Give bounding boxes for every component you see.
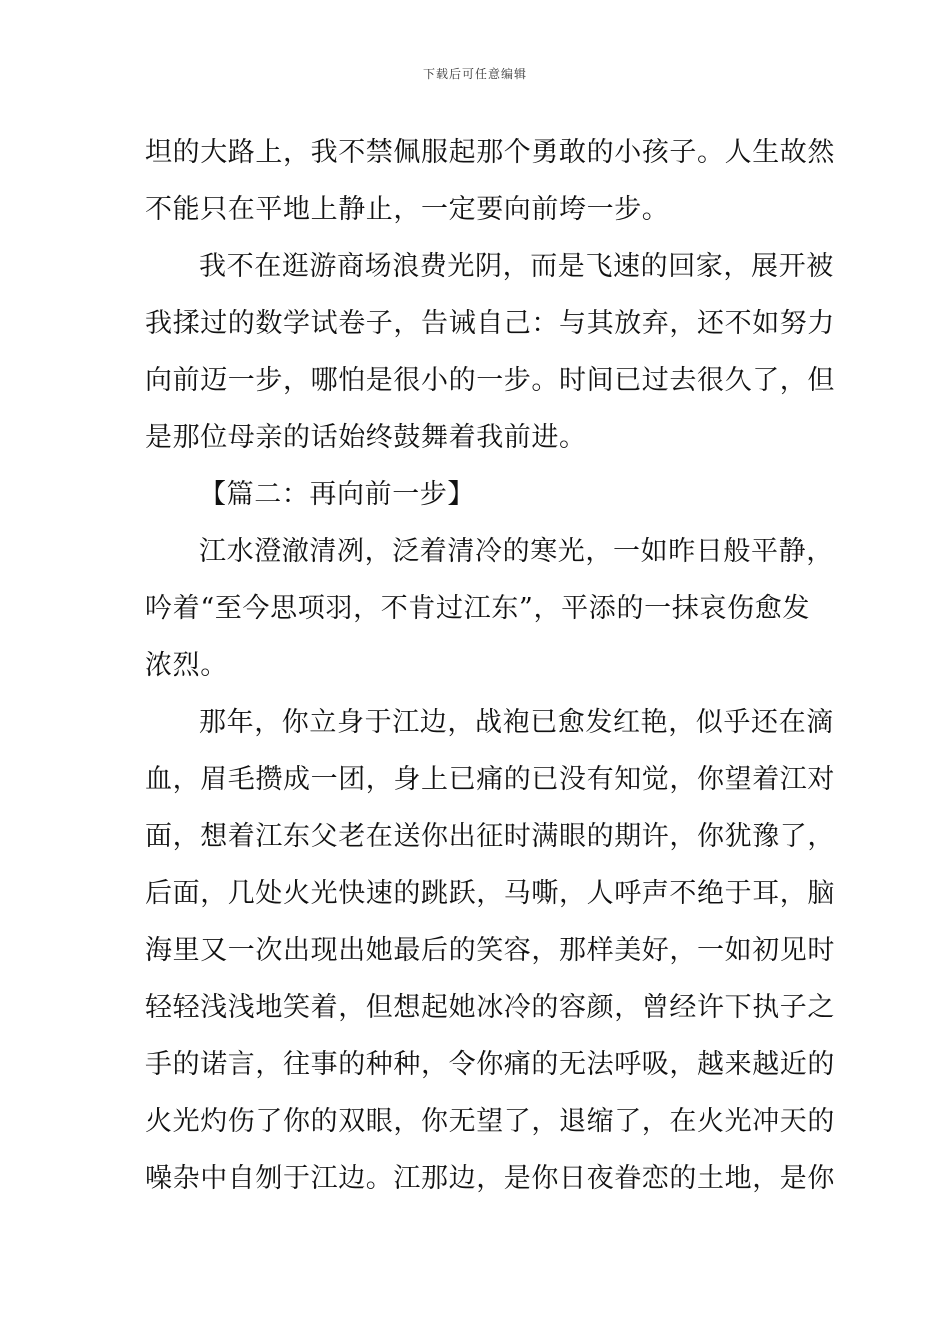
text-line: 火光灼伤了你的双眼，你无望了，退缩了，在火光冲天的	[145, 1106, 835, 1137]
text-line: 向前迈一步，哪怕是很小的一步。时间已过去很久了，但	[145, 365, 835, 396]
text-line: 不能只在平地上静止，一定要向前垮一步。	[145, 194, 670, 225]
text-line: 坦的大路上，我不禁佩服起那个勇敢的小孩子。人生故然	[145, 137, 835, 168]
text-line: 我不在逛游商场浪费光阴，而是飞速的回家，展开被	[199, 251, 834, 282]
text-line: 手的诺言，往事的种种，令你痛的无法呼吸，越来越近的	[145, 1049, 835, 1080]
body-text	[145, 124, 835, 1207]
text-line: 血，眉毛攒成一团，身上已痛的已没有知觉，你望着江对	[145, 764, 835, 795]
text-line: 江水澄澈清冽，泛着清冷的寒光，一如昨日般平静，	[199, 536, 834, 567]
text-line: 是那位母亲的话始终鼓舞着我前进。	[145, 422, 587, 453]
text-line: 轻轻浅浅地笑着，但想起她冰冷的容颜，曾经许下执子之	[145, 992, 835, 1023]
text-line: 海里又一次出现出她最后的笑容，那样美好，一如初见时	[145, 935, 835, 966]
text-line: 后面，几处火光快速的跳跃，马嘶，人呼声不绝于耳，脑	[145, 878, 835, 909]
text-line: 浓烈。	[145, 650, 228, 681]
text-line: 面，想着江东父老在送你出征时满眼的期许，你犹豫了，	[145, 821, 835, 852]
text-line: 我揉过的数学试卷子，告诫自己：与其放弃，还不如努力	[145, 308, 835, 339]
page-header-note: 下载后可任意编辑	[422, 67, 527, 81]
text-line: 那年，你立身于江边，战袍已愈发红艳，似乎还在滴	[199, 707, 834, 738]
section-heading: 【篇二：再向前一步】	[199, 479, 475, 510]
text-line: 吟着“至今思项羽，不肯过江东”，平添的一抹哀伤愈发	[145, 593, 810, 624]
text-line: 噪杂中自刎于江边。江那边，是你日夜眷恋的土地，是你	[145, 1163, 835, 1194]
